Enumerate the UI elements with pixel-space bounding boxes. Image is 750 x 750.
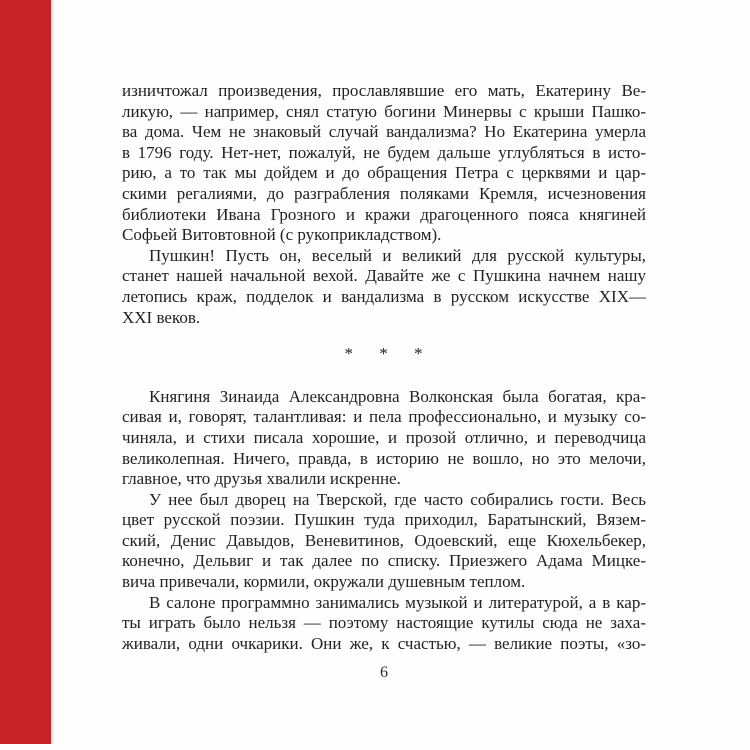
paragraph — [122, 387, 646, 490]
text-line: рию, а то так мы дойдем и до обращения Петра с церквями и цар- — [122, 163, 646, 183]
paragraph — [122, 490, 646, 593]
text-line: скими регалиями, до разграбления поляками Кремля, исчезновения — [122, 183, 646, 203]
text-line: в 1796 году. Нет-нет, пожалуй, не будем дальше углубляться в исто- — [122, 142, 646, 162]
text-line: великолепная. Ничего, правда, в историю не вошло, но это мелочи, — [122, 448, 646, 468]
book-cover-stripe — [0, 0, 51, 744]
text-line: ликую, — например, снял статую богини Минервы с крыши Пашко- — [122, 101, 646, 121]
text-line: сивая и, говорят, талантливая: и пела профессионально, и музыку со- — [122, 407, 646, 427]
paragraph — [122, 246, 646, 328]
text-line: ский, Денис Давыдов, Веневитинов, Одоевский, еще Кюхельбекер, — [122, 530, 646, 550]
page-number: 6 — [380, 664, 388, 681]
text-line: летопись краж, подделок и вандализма в русском искусстве XIX— — [122, 286, 646, 306]
text-line: Княгиня Зинаида Александровна Волконская была богатая, кра- — [149, 386, 646, 406]
text-line: вича привечали, кормили, окружали душевным теплом. — [122, 572, 526, 592]
text-line: изничтожал произведения, прославлявшие его мать, Екатерину Ве- — [122, 81, 646, 100]
text-line: конечно, Дельвиг и так далее по списку. Приезжего Адама Мицке- — [122, 551, 646, 571]
text-line: ва дома. Чем не знаковый случай вандализма? Но Екатерина умерла — [122, 122, 646, 142]
section-separator: * * * — [344, 344, 424, 364]
text-line: библиотеки Ивана Грозного и кражи драгоценного пояса княгиней — [122, 204, 646, 224]
text-line: ты играть было нельзя — поэтому настоящие кутилы сюда не заха- — [122, 613, 646, 633]
text-line: XXI веков. — [122, 307, 201, 327]
page-text-block — [122, 81, 646, 654]
text-line: Пушкин! Пусть он, веселый и великий для русской культуры, — [149, 245, 646, 265]
text-line: Софьей Витовтовной (с рукоприкладством). — [122, 225, 442, 245]
text-line: цвет русской поэзии. Пушкин туда приходил, Баратынский, Вязем- — [122, 510, 646, 530]
text-line: чиняла, и стихи писала хорошие, и прозой отлично, и переводчица — [122, 427, 646, 447]
text-line: В салоне программно занимались музыкой и литературой, а в кар- — [149, 592, 646, 612]
paragraph — [122, 593, 646, 655]
text-line: станет нашей начальной вехой. Давайте же с Пушкина начнем нашу — [122, 266, 646, 286]
paragraph — [122, 81, 646, 246]
text-line: главное, что друзья хвалили искренне. — [122, 469, 401, 489]
text-line: живали, одни очкарики. Они же, к счастью, — великие поэты, «зо- — [122, 633, 646, 653]
text-line: У нее был дворец на Тверской, где часто собирались гости. Весь — [149, 489, 646, 509]
book-page — [51, 0, 750, 750]
